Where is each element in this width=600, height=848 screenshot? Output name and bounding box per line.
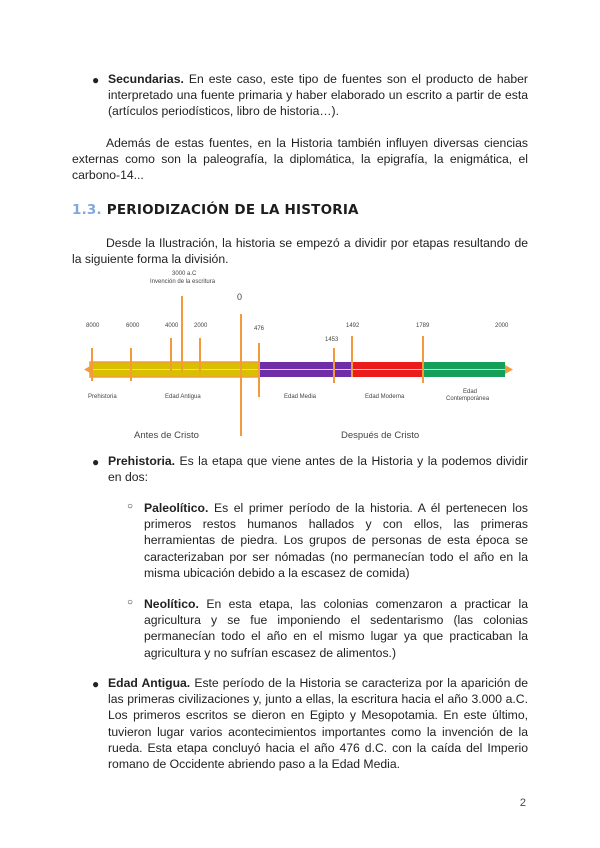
neolitico-item [144, 596, 528, 661]
year-label: 4000 [165, 323, 179, 329]
antes-de-cristo-label: Antes de Cristo [134, 430, 199, 441]
year-label: 8000 [86, 323, 100, 329]
year-label: 6000 [126, 323, 140, 329]
secundarias-title: Secundarias. [108, 72, 184, 86]
year-label: 1492 [346, 323, 360, 329]
bullet-dot: ● [92, 73, 100, 87]
year-label: 2000 [194, 323, 208, 329]
paleolitico-title: Paleolítico. [144, 501, 209, 515]
segment-label-prehistoria: Prehistoria [88, 394, 117, 400]
segment-label-moderna: Edad Moderna [365, 394, 405, 400]
intro-paragraph [72, 135, 528, 184]
segment-label-contemporanea: Edad [463, 389, 478, 395]
section-title: PERIODIZACIÓN DE LA HISTORIA [106, 202, 359, 218]
writing-note: Invención de la escritura [150, 279, 216, 285]
paleolitico-text: Es el primer período de la historia. A él pertenecen los primeros restos humanos hallados y con ellos, las primeras herramientas de piedra. Los grupos de personas de esta época se caracterizaban por ser nómadas (no permanecían todo el año en la misma ubicación debido a la escasez de comida) [144, 501, 528, 580]
year-label: 1789 [416, 323, 430, 329]
segment-label-contemporanea: Contemporánea [446, 396, 490, 402]
timeline-right-arrow [505, 365, 513, 374]
circle-bullet: ○ [127, 501, 134, 512]
secundarias-item [108, 71, 528, 120]
intro-paragraph-text: Además de estas fuentes, en la Historia también influyen diversas ciencias externas como son la paleografía, la diplomática, la epigrafía, la enigmática, el carbono-14... [72, 136, 528, 183]
circle-bullet: ○ [127, 597, 134, 608]
edad-antigua-item [108, 675, 528, 772]
prehistoria-item [108, 453, 528, 485]
segment-label-media: Edad Media [284, 394, 317, 400]
prehistoria-text: Es la etapa que viene antes de la Historia y la podemos dividir en dos: [108, 454, 529, 485]
bullet-dot: ● [92, 677, 100, 691]
section-heading [72, 202, 359, 218]
bullet-dot: ● [92, 455, 100, 469]
segment-media [259, 362, 352, 377]
neolitico-text: En esta etapa, las colonias comenzaron a practicar la agricultura y se fue imponiendo el sedentarismo (las colonias permanecían todo el año en el mismo lugar ya que practicaban la agricultura y no sufrían escasez de alimentos.) [144, 597, 529, 660]
prehistoria-title: Prehistoria. [108, 454, 176, 468]
page-number: 2 [519, 797, 526, 809]
segment-antigua-post [241, 362, 259, 377]
despues-de-cristo-label: Después de Cristo [341, 430, 420, 441]
edad-antigua-title: Edad Antigua. [108, 676, 191, 690]
edad-antigua-text: Este período de la Historia se caracteriza por la aparición de las primeras civilizaciones y, junto a ellas, la escritura hacia el año 3.000 a.C. Los primeros escritos se dieron en Egipto y Mesopotamia. En este último, tuvieron lugar varios acontecimientos importantes como la invención de la rueda. Esta etapa concluyó hacia el año 476 d.C. con la caída del Imperio romano de Occidente abriendo paso a la Edad Media. [108, 676, 529, 772]
neolitico-title: Neolítico. [144, 597, 199, 611]
segment-moderna [352, 362, 423, 377]
segment-contemporanea [423, 362, 505, 377]
year-zero-label: 0 [237, 292, 243, 302]
heading-paragraph [72, 235, 528, 267]
segment-label-antigua: Edad Antigua [165, 394, 201, 400]
paleolitico-item [144, 500, 528, 581]
year-label: 476 [254, 326, 265, 332]
segment-prehistoria-antigua [90, 362, 241, 377]
secundarias-text: En este caso, este tipo de fuentes son el producto de haber interpretado una fuente primaria y haber elaborado un escrito a partir de esta (artículos periodísticos, libro de historia…). [108, 72, 528, 119]
writing-year: 3000 a.C [172, 271, 197, 277]
year-label: 2000 [495, 323, 509, 329]
heading-paragraph-text: Desde la Ilustración, la historia se empezó a dividir por etapas resultando de la siguiente forma la división. [72, 236, 528, 267]
year-label: 1453 [325, 337, 339, 343]
timeline-left-arrow [84, 365, 92, 374]
section-number: 1.3. [72, 202, 102, 218]
